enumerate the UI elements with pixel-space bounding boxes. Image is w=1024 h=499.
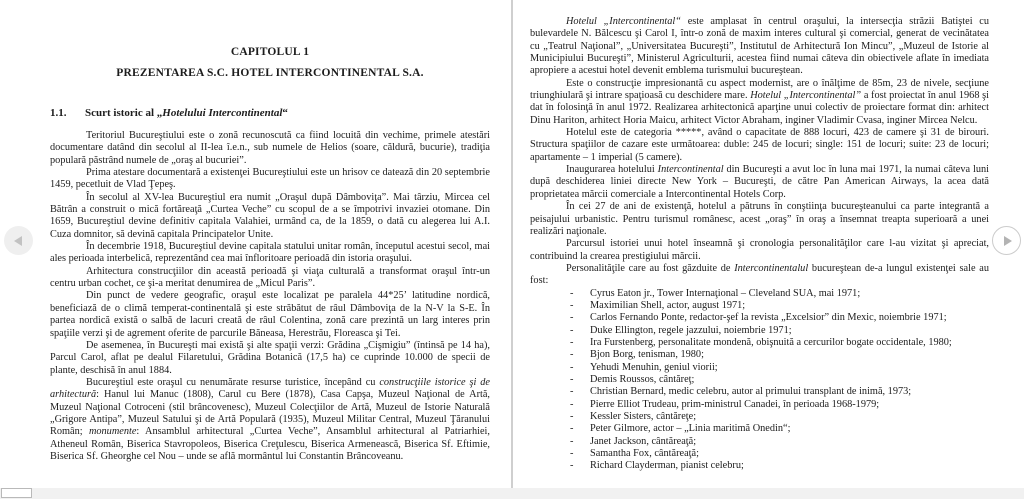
page-right: [513, 0, 1024, 488]
page-left: [0, 0, 511, 488]
list-item-dash: -: [570, 349, 574, 361]
list-item-dash: -: [570, 373, 574, 385]
list-item-text: Yehudi Menuhin, geniul viorii;: [590, 361, 718, 373]
list-item-dash: -: [570, 324, 574, 336]
list-item-text: Christian Bernard, medic celebru, autor al primului transplant de inimă, 1973;: [590, 386, 912, 398]
paragraph: Parcursul istoriei unui hotel înseamnă şi cronologia personalităţilor care l-au vizitat şi apreciat, contribuind la crearea prestigiului mărcii.: [530, 238, 989, 262]
list-item-dash: -: [570, 287, 574, 299]
list-item-dash: -: [570, 336, 574, 348]
paragraph: În secolul al XV-lea Bucureştiul era numit „Oraşul după Dâmboviţa”. Mai târziu, Mircea cel Bătrân a construit o mică fortăreaţă „Curtea Veche” cu scopul de a se împotrivi invaziei otomane. Din 1659, Bucureştiul devine definitiv capitala Valahiei, urmând ca, de la 1859, o dată cu alegerea lui A.I. Cuza domnitor, să devină capitala Principatelor Unite.: [50, 191, 490, 240]
next-page-button[interactable]: [992, 226, 1021, 255]
previous-page-button[interactable]: [4, 226, 33, 255]
list-item-text: Pierre Elliot Trudeau, prim-ministrul Canadei, în perioada 1968-1979;: [590, 398, 880, 410]
paragraph: În cei 27 de ani de existenţă, hotelul a pătruns în conştiinţa bucureşteanului ca parte integrantă a peisajului urbanistic. Pentru turismul românesc, acest „oraş” în oraş a însemnat treapta superioară a unei realizări naţionale.: [530, 201, 989, 237]
list-item: [570, 436, 989, 448]
list-item-text: Carlos Fernando Ponte, redactor-şef la revista „Excelsior” din Mexic, noiembrie 1971;: [590, 312, 947, 324]
paragraph: În decembrie 1918, Bucureştiul devine capitala statului unitar român, începutul acestui secol, mai ales perioada interbelică, reprezentând cea mai înfloritoare perioadă din istoria oraşului.: [50, 241, 490, 265]
list-item: [570, 337, 989, 349]
list-item-text: Cyrus Eaton jr., Tower Internaţional – Cleveland SUA, mai 1971;: [590, 287, 861, 299]
paragraph: Bucureştiul este oraşul cu nenumărate resurse turistice, începând cu construcţiile istorice şi de arhitectură: Hanul lui Manuc (1808), Carul cu Bere (1878), Casa Capşa, Muzeul Naţional de Artă, Muzeul Naţional Cotroceni (stil brâncovenesc), Muzeul Colecţiilor de Artă, Muzeul de Istorie Naturală „Grigore Antipa”, Muzeul Satului şi de Artă Populară (1935), Muzeul Militar Central, Muzeul Ţăranului Român; monumente: Ansamblul arhitectural „Curtea Veche”, Ansamblul arhitectural al Patriarhiei, Atheneul Român, Biserica Stavropoleos, Biserica Creţulescu, Biserica Armenească, Biserica Sf. Eftimie, Biserica Sf. Gheorghe cel Nou – unde se află mormântul lui Constantin Brâncoveanu.: [50, 376, 490, 462]
list-item: [570, 448, 989, 460]
list-item: [570, 312, 989, 324]
chevron-right-icon: [1004, 236, 1012, 246]
list-item: [570, 423, 989, 435]
list-item-dash: -: [570, 448, 574, 460]
page-indicator-box: [1, 488, 32, 498]
list-item-dash: -: [570, 386, 574, 398]
section-number: 1.1.: [50, 107, 67, 119]
paragraph: Personalităţile care au fost găzduite de Intercontinentalul bucureştean de-a lungul existenţei sale au fost:: [530, 262, 989, 287]
list-item-text: Maximilian Shell, actor, august 1971;: [590, 299, 746, 311]
status-bar: [0, 488, 1024, 499]
list-item-text: Demis Roussos, cântăreţ;: [590, 373, 695, 385]
list-item: [570, 386, 989, 398]
list-item-dash: -: [570, 361, 574, 373]
left-page-body: [50, 130, 490, 463]
list-item: [570, 411, 989, 423]
paragraph: Hotelul este de categoria *****, având o capacitate de 888 locuri, 423 de camere şi 31 de birouri. Structura spaţiilor de cazare este următoarea: duble: 245 de locuri; single: 151 de locuri; suite: 23 de locuri; apartamente – 1 imperial (5 camere).: [530, 127, 989, 163]
chevron-left-icon: [14, 236, 22, 246]
list-item-dash: -: [570, 411, 574, 422]
paragraph: Prima atestare documentară a existenţei Bucureştiului este un hrisov ce datează din 20 septembrie 1459, pecetluit de Vlad Ţepeş.: [50, 167, 490, 191]
paragraph: Inaugurarea hotelului Intercontinental din Bucureşti a avut loc în luna mai 1971, la numai câteva luni după deschiderea liniei directe New York – Bucureşti, de către Pan American Airways, la acea dată proprietatea mărcii comerciale a Intercontinental Hotels Corp.: [530, 164, 989, 200]
section-title: Scurt istoric al „Hotelului Intercontinental“: [85, 107, 288, 119]
list-item: [570, 374, 989, 386]
list-item-dash: -: [570, 312, 574, 324]
list-item-dash: -: [570, 460, 574, 472]
list-item: [570, 362, 989, 374]
list-item-text: Janet Jackson, cântăreaţă;: [590, 435, 697, 447]
paragraph: Din punct de vedere geografic, oraşul este localizat pe paralela 44*25’ latitudine nordică, beneficiază de o climă temperat-continentală şi este străbătut de râul Dâmboviţa de la N-V la S-E. În partea nordică există o salbă de lacuri creată de râul Colentina, zonă care prezintă un larg interes prin spaţiile verzi şi de agrement oferite de parcurile Băneasa, Herestrău, Floreasca şi Tei.: [50, 290, 490, 339]
list-item: [570, 300, 989, 312]
paragraph: Este o construcţie impresionantă cu aspect modernist, are o înălţime de 85m, 23 de nivele, secţiune triunghiulară şi intrare spaţioasă cu deschidere mare. Hotelul „Intercontinental” a fost proiectat în anul 1968 şi dat în folosinţă în anul 1972. Realizarea arhitectonică aparţine unui colectiv de proiectare format din: arhitect Dinu Hariton, arhitect Horia Maicu, arhitect Victor Abraham, inginer Vladimir Cvasa, inginer Mircea Nelcu.: [530, 77, 990, 126]
list-item-dash: -: [570, 299, 574, 311]
list-item: [570, 349, 989, 361]
list-item-text: Kessler Sisters, cântăreţe;: [590, 411, 697, 422]
section-heading: [50, 107, 490, 119]
list-item-dash: -: [570, 423, 574, 435]
guest-list: [530, 288, 989, 473]
right-page-body: [530, 16, 989, 473]
list-item: [570, 399, 989, 411]
list-item-text: Ira Furstenberg, personalitate mondenă, obişnuită a cercurilor bogate occidentale, 1980;: [590, 336, 952, 348]
list-item: [570, 460, 989, 472]
list-item-dash: -: [570, 435, 574, 447]
paragraph: Hotelul „Intercontinental“ este amplasat în centrul oraşului, la intersecţia străzii Batiştei cu bulevardele N. Bălcescu şi Carol I, într-o zonă de maxim interes cultural şi comercial, generat de vecinătatea cu „Teatrul Naţional”, „Universitatea Bucureşti”, Institutul de Arhitectură Ion Mincu”, „Muzeul de Istorie al Municipiului Bucureşti”, Ministerul Agriculturii, acestea fiind numai câteva din obiectivele aflate în imediata apropiere a acestui hotel devenit emblema turismului bucureştean.: [530, 16, 989, 77]
list-item-text: Bjon Borg, tenisman, 1980;: [590, 349, 704, 361]
paragraph: De asemenea, în Bucureşti mai există şi alte spaţii verzi: Grădina „Cişmigiu” (întinsă pe 14 ha), Parcul Carol, aflat pe dealul Filaretului, Grădina Botanică (17,5 ha) ce cuprinde 10.000 de specii de plante, deschisă în anul 1884.: [50, 339, 490, 376]
list-item: [570, 325, 989, 337]
list-item: [570, 288, 989, 300]
list-item-text: Duke Ellington, regele jazzului, noiembrie 1971;: [590, 324, 792, 336]
paragraph: Arhitectura construcţiilor din această perioadă şi viaţa culturală a transformat oraşul într-un centru urban cochet, ce şi-a meritat denumirea de „Micul Paris”.: [50, 265, 490, 290]
list-item-dash: -: [570, 398, 574, 410]
chapter-title: CAPITOLUL 1: [230, 46, 310, 58]
list-item-text: Peter Gilmore, actor – „Linia maritimă Onedin“;: [590, 423, 791, 435]
list-item-text: Richard Clayderman, pianist celebru;: [590, 460, 744, 472]
chapter-subtitle: PREZENTAREA S.C. HOTEL INTERCONTINENTAL S.A.: [116, 67, 424, 79]
list-item-text: Samantha Fox, cântăreaţă;: [590, 448, 699, 460]
paragraph: Teritoriul Bucureştiului este o zonă recunoscută ca fiind locuită din vechime, primele atestări documentare datând din secolul al II-lea î.e.n., sub numele de Helios (soare, căldură, bucurie), tradiţia populară păstrând numele de „oraş al bucuriei”.: [50, 130, 490, 166]
